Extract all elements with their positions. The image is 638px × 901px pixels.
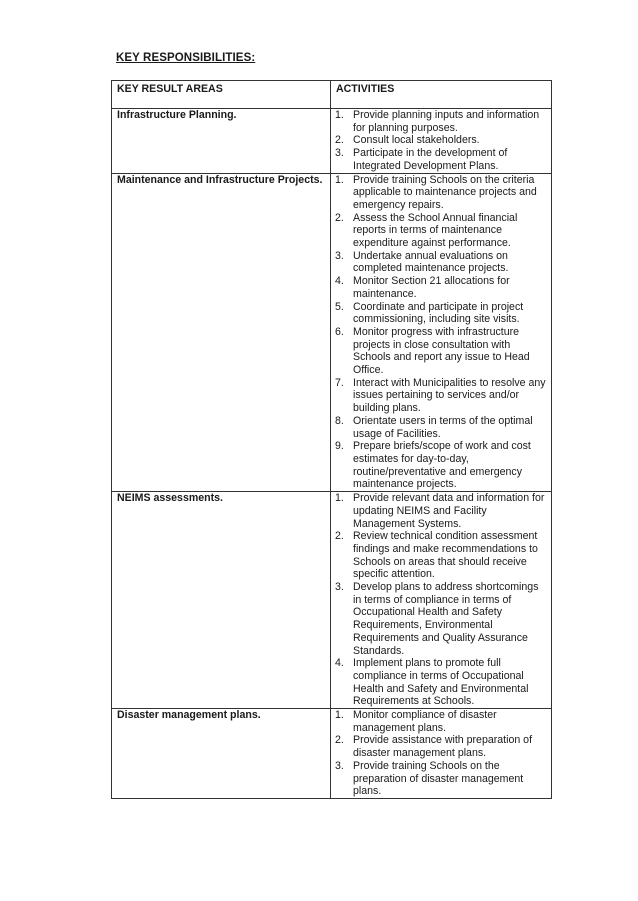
activity-number: 8.: [335, 414, 344, 427]
activity-item: [335, 275, 547, 300]
activities-cell: [331, 173, 552, 492]
key-result-area-cell: NEIMS assessments.: [112, 492, 331, 709]
activity-item: [335, 301, 547, 326]
activity-text: Provide training Schools on the criteria applicable to maintenance projects and emergency repairs.: [353, 173, 537, 211]
activity-number: 2.: [335, 211, 344, 224]
table-row: [112, 492, 552, 709]
activity-text: Coordinate and participate in project commissioning, including site visits.: [353, 300, 524, 326]
activity-text: Review technical condition assessment findings and make recommendations to Schools on areas that should receive specific attention.: [353, 530, 538, 581]
activities-cell: [331, 709, 552, 799]
activity-number: 6.: [335, 325, 344, 338]
activity-text: Participate in the development of Integrated Development Plans.: [353, 147, 508, 172]
activity-text: Provide training Schools on the preparation of disaster management plans.: [353, 759, 524, 798]
activity-item: [335, 581, 547, 657]
activity-number: 5.: [335, 300, 344, 313]
key-result-area-cell: Infrastructure Planning.: [112, 109, 331, 174]
activity-text: Monitor compliance of disaster management plans.: [353, 709, 497, 734]
column-header-activities: ACTIVITIES: [331, 81, 552, 109]
activity-text: Provide planning inputs and information for planning purposes.: [353, 109, 540, 134]
activity-item: [335, 212, 547, 250]
activity-text: Implement plans to promote full compliance in terms of Occupational Health and Safety and Environmental Requirements at Schools.: [353, 657, 529, 708]
responsibilities-table: [111, 80, 552, 799]
activity-number: 2.: [335, 134, 344, 147]
activities-list: [335, 109, 547, 173]
table-row: [112, 109, 552, 174]
activity-item: [335, 709, 547, 734]
activity-number: 3.: [335, 759, 344, 772]
activity-item: [335, 377, 547, 415]
activity-item: [335, 492, 547, 530]
activity-item: [335, 174, 547, 212]
table-body: [112, 109, 552, 799]
activity-text: Prepare briefs/scope of work and cost estimates for day-to-day, routine/preventative and emergency maintenance projects.: [353, 440, 531, 491]
activity-text: Interact with Municipalities to resolve any issues pertaining to services and/or building plans.: [353, 376, 546, 415]
key-result-area-cell: Maintenance and Infrastructure Projects.: [112, 173, 331, 492]
activity-item: [335, 109, 547, 134]
activity-item: [335, 657, 547, 708]
column-header-key-result-areas: KEY RESULT AREAS: [112, 81, 331, 109]
table-header-row: [112, 81, 552, 109]
activity-number: 3.: [335, 581, 344, 594]
page-title: KEY RESPONSIBILITIES:: [116, 52, 256, 64]
activity-number: 3.: [335, 249, 344, 262]
activity-number: 1.: [335, 492, 344, 505]
activity-text: Monitor progress with infrastructure projects in close consultation with Schools and report any issue to Head Office.: [353, 325, 530, 377]
activity-item: [335, 250, 547, 275]
activity-number: 4.: [335, 275, 344, 288]
activity-text: Provide assistance with preparation of disaster management plans.: [353, 734, 533, 760]
activity-text: Undertake annual evaluations on completed maintenance projects.: [353, 249, 509, 275]
activity-text: Assess the School Annual financial reports in terms of maintenance expenditure against performance.: [353, 211, 518, 250]
activity-item: [335, 147, 547, 172]
activities-list: [335, 492, 547, 708]
activity-text: Monitor Section 21 allocations for maintenance.: [353, 275, 510, 300]
activity-number: 9.: [335, 440, 344, 453]
activities-cell: [331, 492, 552, 709]
activity-item: [335, 326, 547, 377]
activities-cell: [331, 109, 552, 174]
activity-text: Develop plans to address shortcomings in terms of compliance in terms of Occupational Health and Safety Requirements, Environmental Requirements and Quality Assurance Standards.: [353, 581, 539, 657]
key-result-area-cell: Disaster management plans.: [112, 709, 331, 799]
activity-number: 3.: [335, 147, 344, 160]
activity-number: 2.: [335, 734, 344, 747]
activity-item: [335, 440, 547, 491]
activity-item: [335, 760, 547, 798]
activities-list: [335, 174, 547, 492]
activity-number: 1.: [335, 173, 344, 186]
activity-item: [335, 530, 547, 581]
activity-item: [335, 415, 547, 440]
activities-list: [335, 709, 547, 798]
activity-item: [335, 134, 547, 147]
activity-number: 7.: [335, 376, 344, 389]
activity-number: 2.: [335, 530, 344, 543]
table-row: [112, 709, 552, 799]
activity-item: [335, 734, 547, 759]
activity-number: 1.: [335, 109, 344, 121]
activity-number: 1.: [335, 709, 344, 722]
activity-text: Orientate users in terms of the optimal usage of Facilities.: [353, 414, 533, 440]
activity-text: Provide relevant data and information for updating NEIMS and Facility Management Systems.: [353, 492, 545, 530]
activity-text: Consult local stakeholders.: [353, 134, 480, 147]
table-row: [112, 173, 552, 492]
activity-number: 4.: [335, 657, 344, 670]
